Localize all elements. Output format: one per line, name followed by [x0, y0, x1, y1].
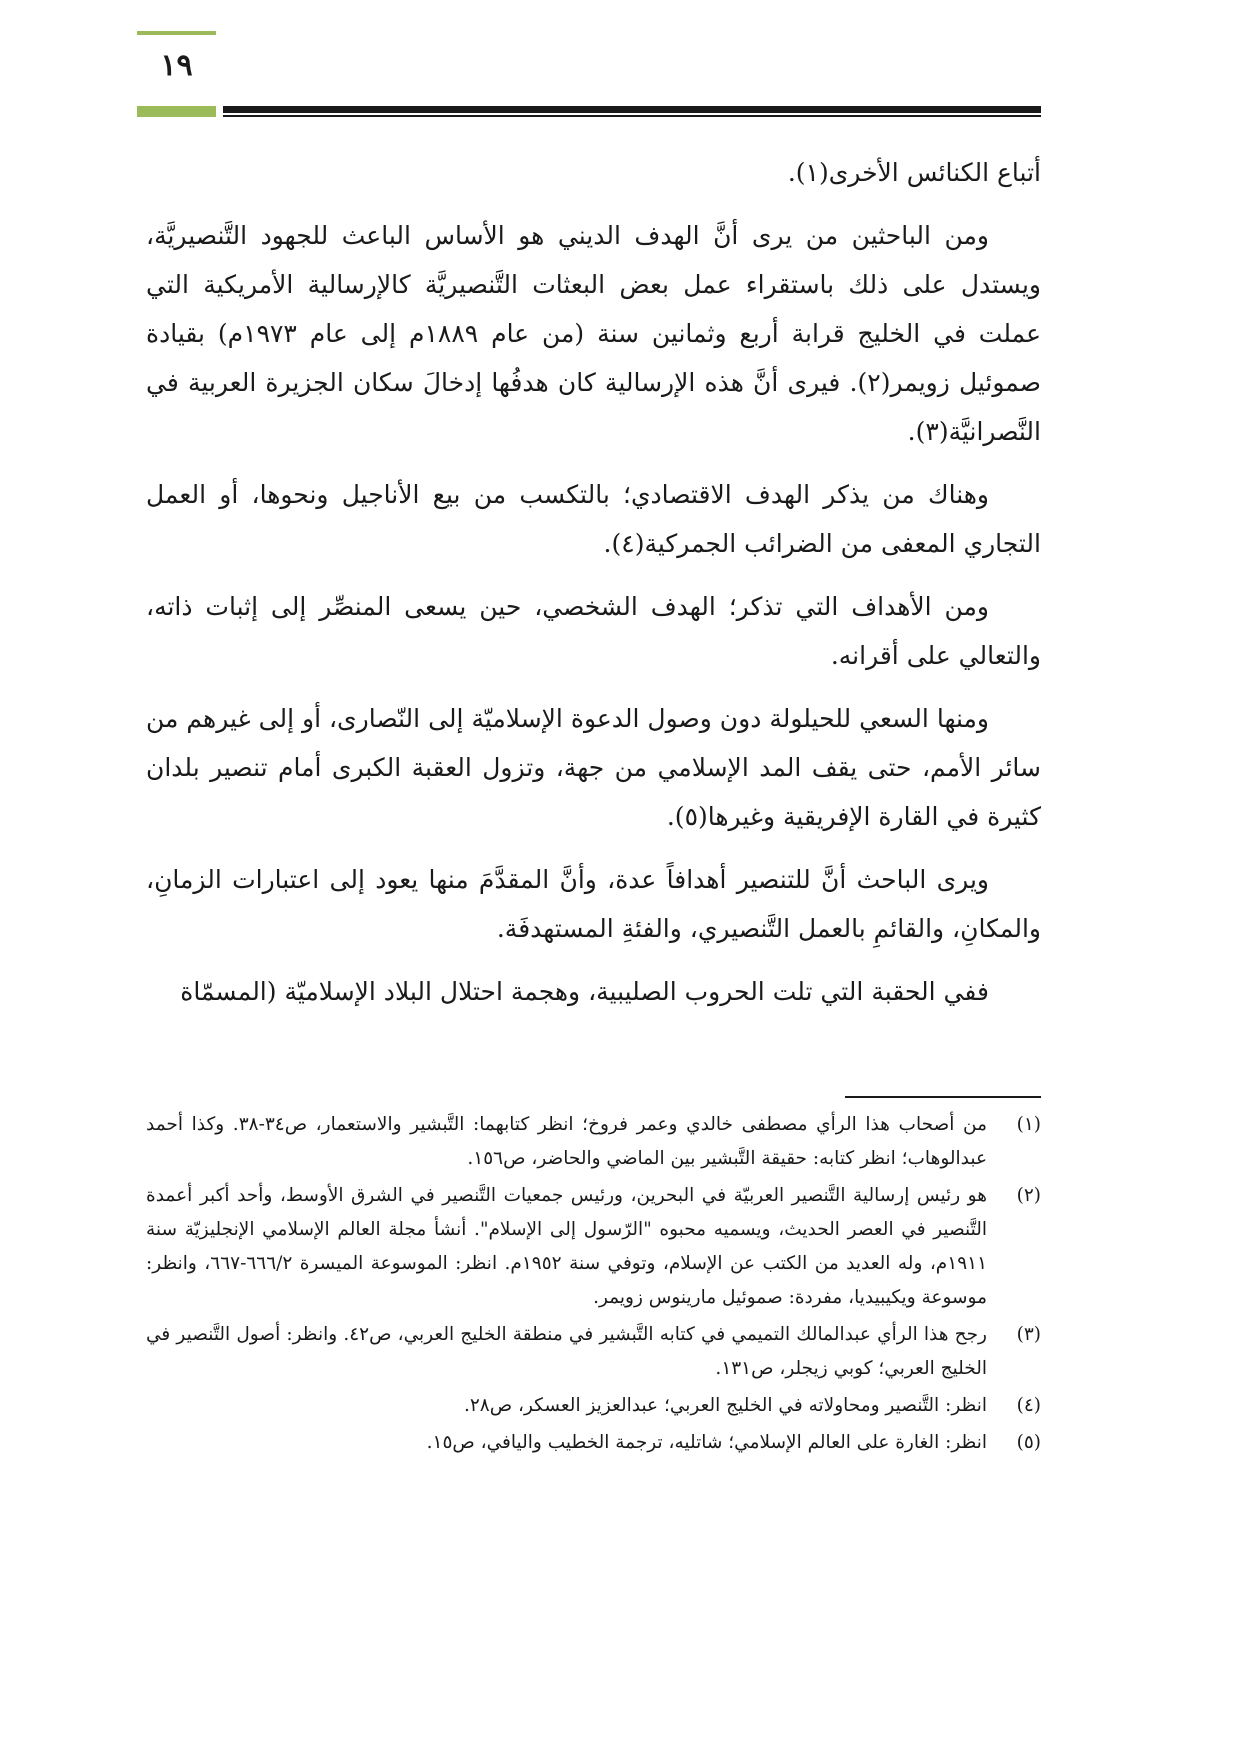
footnote — [146, 1426, 1041, 1460]
footnote — [146, 1108, 1041, 1176]
paragraph: ويرى الباحث أنَّ للتنصير أهدافاً عدة، وأنَّ المقدَّمَ منها يعود إلى اعتبارات الزمانِ، والمكانِ، والقائمِ بالعمل التَّنصيري، والفئةِ المستهدفَة. — [146, 865, 1041, 943]
header-accent-top — [137, 31, 216, 35]
footnote-text: انظر: التَّنصير ومحاولاته في الخليج العربي؛ عبدالعزيز العسكر، ص٢٨. — [463, 1395, 987, 1416]
header-accent-bottom — [137, 106, 216, 117]
body-text — [146, 148, 1041, 1030]
footnote-text: انظر: الغارة على العالم الإسلامي؛ شاتليه، ترجمة الخطيب واليافي، ص١٥. — [426, 1432, 987, 1453]
page-number: ١٩ — [160, 48, 193, 83]
header-rule-thin — [223, 115, 1041, 117]
paragraph: ففي الحقبة التي تلت الحروب الصليبية، وهجمة احتلال البلاد الإسلاميّة (المسمّاة — [180, 977, 989, 1006]
footnote-text: رجح هذا الرأي عبدالمالك التميمي في كتابه التَّبشير في منطقة الخليج العربي، ص٤٢. وانظر: أصول التَّنصير في الخليج العربي؛ كوبي زيجلر، ص١٣١. — [146, 1324, 987, 1379]
footnote-number: (٣) — [1016, 1324, 1041, 1345]
footnote-separator — [845, 1096, 1041, 1098]
header-rule-thick — [223, 106, 1041, 113]
footnote-text: من أصحاب هذا الرأي مصطفى خالدي وعمر فروخ؛ انظر كتابهما: التَّبشير والاستعمار، ص٣٤-٣٨. وكذا أحمد عبدالوهاب؛ انظر كتابه: حقيقة التَّبشير بين الماضي والحاضر، ص١٥٦. — [146, 1114, 988, 1169]
footnote-number: (١) — [1016, 1114, 1041, 1135]
footnote — [146, 1318, 1041, 1386]
footnote — [146, 1389, 1041, 1423]
footnote — [146, 1179, 1041, 1315]
paragraph: وهناك من يذكر الهدف الاقتصادي؛ بالتكسب من بيع الأناجيل ونحوها، أو العمل التجاري المعفى من الضرائب الجمركية(٤). — [146, 480, 1041, 558]
footnote-text: هو رئيس إرسالية التَّنصير العربيّة في البحرين، ورئيس جمعيات التَّنصير في الشرق الأوسط، وأحد أكبر أعمدة التَّنصير في العصر الحديث، ويسميه محبوه "الرّسول إلى الإسلام". أنشأ مجلة العالم الإسلامي الإنجليزيّة سنة ١٩١١م، وله العديد من الكتب عن الإسلام، وتوفي سنة ١٩٥٢م. انظر: الموسوعة الميسرة ٦٦٦/٢-٦٦٧، وانظر: موسوعة ويكيبيديا، مفردة: صموئيل مارينوس زويمر. — [146, 1185, 988, 1308]
paragraph: ومن الباحثين من يرى أنَّ الهدف الديني هو الأساس الباعث للجهود التَّنصيريَّة، ويستدل على ذلك باستقراء عمل بعض البعثات التَّنصيريَّة كالإرسالية الأمريكية التي عملت في الخليج قرابة أربع وثمانين سنة (من عام ١٨٨٩م إلى عام ١٩٧٣م) بقيادة صموئيل زويمر(٢). فيرى أنَّ هذه الإرسالية كان هدفُها إدخالَ سكان الجزيرة العربية في النَّصرانيَّة(٣). — [146, 221, 1041, 446]
footnote-number: (٥) — [1016, 1432, 1041, 1453]
footnotes — [146, 1108, 1041, 1463]
footnote-number: (٢) — [1016, 1185, 1041, 1206]
paragraph: أتباع الكنائس الأخرى(١). — [787, 158, 1041, 187]
footnote-number: (٤) — [1016, 1395, 1041, 1416]
paragraph: ومنها السعي للحيلولة دون وصول الدعوة الإسلاميّة إلى النّصارى، أو إلى غيرهم من سائر الأمم، حتى يقف المد الإسلامي من جهة، وتزول العقبة الكبرى أمام تنصير بلدان كثيرة في القارة الإفريقية وغيرها(٥). — [146, 704, 1041, 831]
page-header — [0, 0, 1240, 125]
paragraph: ومن الأهداف التي تذكر؛ الهدف الشخصي، حين يسعى المنصِّر إلى إثبات ذاته، والتعالي على أقرانه. — [146, 592, 1041, 670]
